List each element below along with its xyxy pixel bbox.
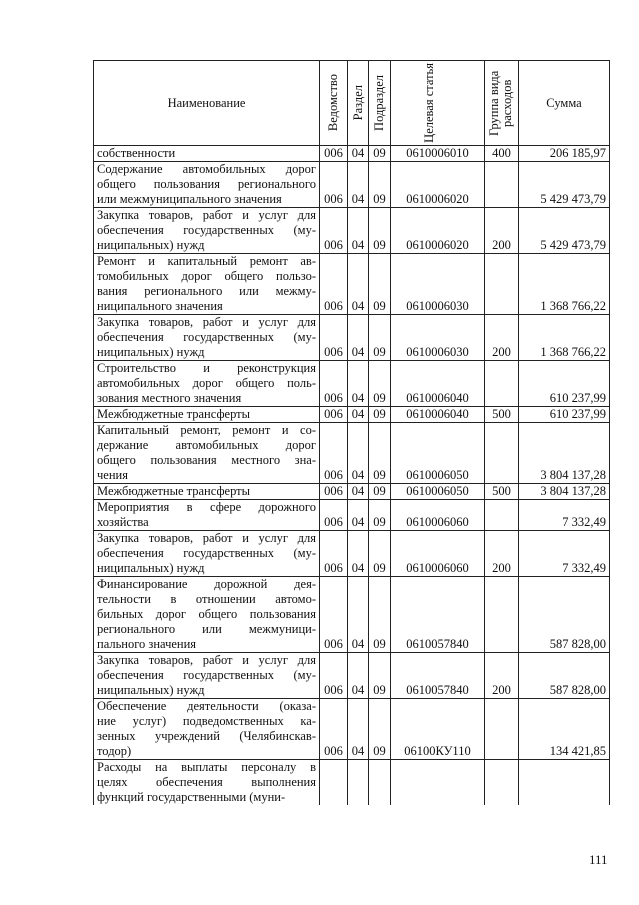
header-name: Наименование <box>94 61 320 146</box>
table-row <box>94 407 610 423</box>
cell-target: 06100КУ110 <box>391 699 485 760</box>
cell-group <box>485 162 519 208</box>
header-section: Раздел <box>348 61 369 146</box>
table-row <box>94 500 610 531</box>
row-name-line: ниципальных) нужд <box>97 345 205 359</box>
row-name-line: общего пользования регионального <box>97 177 316 191</box>
cell-section: 04 <box>348 500 369 531</box>
cell-subsection: 09 <box>369 531 391 577</box>
cell-sum: 1 368 766,22 <box>519 254 610 315</box>
row-name <box>94 254 320 315</box>
cell-group: 500 <box>485 484 519 500</box>
cell-section: 04 <box>348 208 369 254</box>
cell-target: 0610006020 <box>391 162 485 208</box>
cell-target: 0610006020 <box>391 208 485 254</box>
row-name-line: обеспечения государственных (му- <box>97 546 316 560</box>
row-name <box>94 653 320 699</box>
cell-sum: 7 332,49 <box>519 500 610 531</box>
cell-section: 04 <box>348 361 369 407</box>
cell-target: 0610057840 <box>391 577 485 653</box>
cell-group: 200 <box>485 315 519 361</box>
row-name-line: Межбюджетные трансферты <box>97 407 251 421</box>
cell-dept: 006 <box>320 484 348 500</box>
cell-section: 04 <box>348 315 369 361</box>
cell-group: 200 <box>485 531 519 577</box>
row-name-line: Закупка товаров, работ и услуг для <box>97 653 316 667</box>
header-sum: Сумма <box>519 61 610 146</box>
table-row <box>94 315 610 361</box>
cell-group <box>485 760 519 806</box>
row-name <box>94 760 320 806</box>
cell-group: 400 <box>485 146 519 162</box>
cell-section: 04 <box>348 162 369 208</box>
row-name-line: общего пользования местного зна- <box>97 453 316 467</box>
cell-subsection: 09 <box>369 699 391 760</box>
row-name-line: Закупка товаров, работ и услуг для <box>97 531 316 545</box>
row-name <box>94 423 320 484</box>
cell-sum: 5 429 473,79 <box>519 162 610 208</box>
row-name-line: Межбюджетные трансферты <box>97 484 251 498</box>
row-name <box>94 162 320 208</box>
cell-sum: 134 421,85 <box>519 699 610 760</box>
cell-subsection: 09 <box>369 577 391 653</box>
table-row <box>94 423 610 484</box>
header-dept: Ведомство <box>320 61 348 146</box>
row-name-line: тодор) <box>97 744 132 758</box>
row-name-line: Мероприятия в сфере дорожного <box>97 500 316 514</box>
cell-subsection: 09 <box>369 407 391 423</box>
row-name-line: ниципальных) нужд <box>97 238 205 252</box>
cell-section <box>348 760 369 806</box>
cell-dept: 006 <box>320 407 348 423</box>
cell-dept: 006 <box>320 423 348 484</box>
cell-sum: 7 332,49 <box>519 531 610 577</box>
table-row <box>94 760 610 806</box>
table-row <box>94 484 610 500</box>
row-name-line: ние услуг) подведомственных ка- <box>97 714 316 728</box>
cell-group <box>485 254 519 315</box>
cell-section: 04 <box>348 699 369 760</box>
cell-section: 04 <box>348 484 369 500</box>
cell-sum: 587 828,00 <box>519 577 610 653</box>
table-row <box>94 361 610 407</box>
row-name-line: Закупка товаров, работ и услуг для <box>97 315 316 329</box>
cell-target: 0610006050 <box>391 423 485 484</box>
row-name-line: Ремонт и капитальный ремонт ав- <box>97 254 316 268</box>
header-expense-group: Группа вида расходов <box>485 61 519 146</box>
cell-sum: 1 368 766,22 <box>519 315 610 361</box>
cell-subsection: 09 <box>369 653 391 699</box>
cell-dept: 006 <box>320 531 348 577</box>
row-name <box>94 315 320 361</box>
cell-dept: 006 <box>320 254 348 315</box>
header-subsection: Подраздел <box>369 61 391 146</box>
cell-dept: 006 <box>320 653 348 699</box>
cell-dept: 006 <box>320 162 348 208</box>
cell-dept: 006 <box>320 577 348 653</box>
row-name <box>94 407 320 423</box>
row-name-line: Обеспечение деятельности (оказа- <box>97 699 316 713</box>
cell-sum: 587 828,00 <box>519 653 610 699</box>
row-name-line: держание автомобильных дорог <box>97 438 316 452</box>
budget-table <box>93 60 610 805</box>
header-target: Целевая статья <box>391 61 485 146</box>
cell-dept: 006 <box>320 361 348 407</box>
row-name-line: Содержание автомобильных дорог <box>97 162 316 176</box>
cell-section: 04 <box>348 653 369 699</box>
row-name <box>94 531 320 577</box>
cell-target: 0610006060 <box>391 531 485 577</box>
cell-dept: 006 <box>320 146 348 162</box>
row-name-line: тельности в отношении автомо- <box>97 592 316 606</box>
row-name <box>94 484 320 500</box>
cell-sum: 5 429 473,79 <box>519 208 610 254</box>
cell-group <box>485 423 519 484</box>
cell-dept: 006 <box>320 208 348 254</box>
cell-dept: 006 <box>320 699 348 760</box>
cell-sum: 610 237,99 <box>519 407 610 423</box>
row-name-line: регионального или межмуници- <box>97 622 316 636</box>
cell-subsection: 09 <box>369 423 391 484</box>
cell-group: 500 <box>485 407 519 423</box>
row-name-line: чения <box>97 468 128 482</box>
row-name-line: обеспечения государственных (му- <box>97 668 316 682</box>
row-name-line: Капитальный ремонт, ремонт и со- <box>97 423 316 437</box>
cell-section: 04 <box>348 531 369 577</box>
row-name-line: ниципального значения <box>97 299 223 313</box>
cell-target: 0610006030 <box>391 315 485 361</box>
cell-sum: 206 185,97 <box>519 146 610 162</box>
cell-target: 0610006050 <box>391 484 485 500</box>
row-name-line: целях обеспечения выполнения <box>97 775 316 789</box>
row-name-line: хозяйства <box>97 515 149 529</box>
cell-section: 04 <box>348 146 369 162</box>
cell-subsection: 09 <box>369 315 391 361</box>
cell-target: 0610006040 <box>391 361 485 407</box>
table-header-row <box>94 61 610 146</box>
cell-target: 0610006060 <box>391 500 485 531</box>
row-name-line: ниципальных) нужд <box>97 683 205 697</box>
cell-subsection: 09 <box>369 162 391 208</box>
cell-subsection: 09 <box>369 500 391 531</box>
cell-dept: 006 <box>320 315 348 361</box>
cell-target: 0610057840 <box>391 653 485 699</box>
cell-subsection: 09 <box>369 254 391 315</box>
row-name-line: Финансирование дорожной дея- <box>97 577 316 591</box>
cell-subsection: 09 <box>369 484 391 500</box>
row-name-line: вания регионального или межму- <box>97 284 316 298</box>
table-body <box>94 146 610 806</box>
row-name-line: или межмуниципального значения <box>97 192 282 206</box>
cell-section: 04 <box>348 423 369 484</box>
table-row <box>94 208 610 254</box>
cell-subsection: 09 <box>369 146 391 162</box>
cell-target: 0610006030 <box>391 254 485 315</box>
row-name-line: зования местного значения <box>97 391 242 405</box>
cell-group <box>485 699 519 760</box>
row-name <box>94 577 320 653</box>
table-row <box>94 653 610 699</box>
row-name-line: бильных дорог общего пользования <box>97 607 316 621</box>
cell-group <box>485 500 519 531</box>
row-name-line: зенных учреждений (Челябинскав- <box>97 729 316 743</box>
row-name <box>94 146 320 162</box>
row-name-line: ниципальных) нужд <box>97 561 205 575</box>
cell-sum: 610 237,99 <box>519 361 610 407</box>
cell-target <box>391 760 485 806</box>
row-name-line: обеспечения государственных (му- <box>97 223 316 237</box>
row-name-line: автомобильных дорог общего поль- <box>97 376 316 390</box>
row-name-line: функций государственными (муни- <box>97 790 286 804</box>
cell-group <box>485 577 519 653</box>
row-name-line: Закупка товаров, работ и услуг для <box>97 208 316 222</box>
table-row <box>94 162 610 208</box>
cell-section: 04 <box>348 407 369 423</box>
row-name <box>94 500 320 531</box>
cell-subsection <box>369 760 391 806</box>
cell-subsection: 09 <box>369 208 391 254</box>
table-row <box>94 699 610 760</box>
cell-dept <box>320 760 348 806</box>
cell-sum <box>519 760 610 806</box>
row-name-line: обеспечения государственных (му- <box>97 330 316 344</box>
cell-group: 200 <box>485 653 519 699</box>
cell-sum: 3 804 137,28 <box>519 423 610 484</box>
table-row <box>94 146 610 162</box>
cell-target: 0610006010 <box>391 146 485 162</box>
table-row <box>94 531 610 577</box>
row-name-line: томобильных дорог общего пользо- <box>97 269 316 283</box>
cell-group: 200 <box>485 208 519 254</box>
cell-target: 0610006040 <box>391 407 485 423</box>
row-name-line: Расходы на выплаты персоналу в <box>97 760 316 774</box>
cell-group <box>485 361 519 407</box>
row-name-line: Строительство и реконструкция <box>97 361 316 375</box>
cell-dept: 006 <box>320 500 348 531</box>
row-name <box>94 699 320 760</box>
row-name <box>94 208 320 254</box>
cell-sum: 3 804 137,28 <box>519 484 610 500</box>
cell-section: 04 <box>348 577 369 653</box>
cell-subsection: 09 <box>369 361 391 407</box>
table-row <box>94 577 610 653</box>
row-name-line: собственности <box>97 146 176 160</box>
table-row <box>94 254 610 315</box>
row-name <box>94 361 320 407</box>
row-name-line: пального значения <box>97 637 197 651</box>
page-number: 111 <box>589 852 608 867</box>
cell-section: 04 <box>348 254 369 315</box>
